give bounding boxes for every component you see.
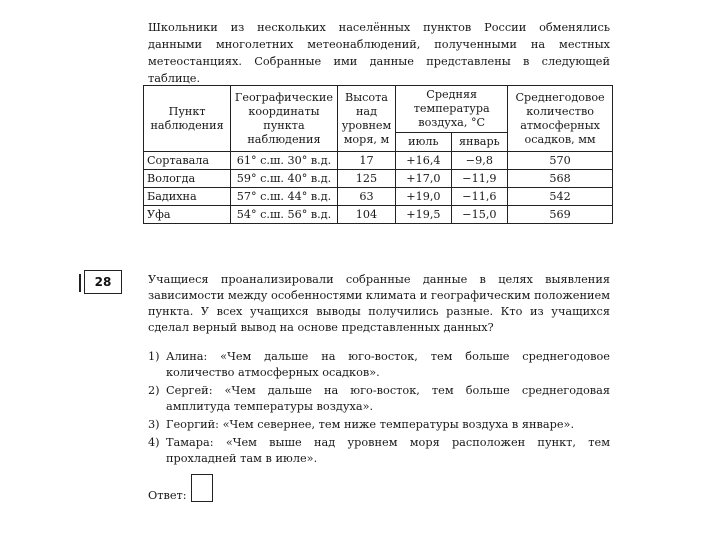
cell-point: Сортавала (144, 152, 231, 170)
task-number-badge: 28 (84, 270, 122, 294)
cell-precipitation: 568 (508, 170, 613, 188)
table-row (144, 188, 613, 206)
header-point: Пункт наблюдения (144, 86, 231, 152)
cell-coords: 61° с.ш. 30° в.д. (231, 152, 338, 170)
cell-point: Уфа (144, 206, 231, 224)
cell-january: −15,0 (451, 206, 508, 224)
cell-coords: 59° с.ш. 40° в.д. (231, 170, 338, 188)
option-item (148, 417, 610, 433)
cell-july: +16,4 (396, 152, 451, 170)
option-text: Тамара: «Чем выше над уровнем моря расположен пункт, тем прохладней там в июле». (166, 436, 610, 465)
header-january: январь (451, 133, 508, 152)
cell-january: −11,9 (451, 170, 508, 188)
header-altitude: Высота над уровнем моря, м (337, 86, 395, 152)
option-item (148, 383, 610, 415)
weather-data-table (143, 85, 613, 224)
cell-precipitation: 542 (508, 188, 613, 206)
option-number: 2) (148, 384, 160, 397)
option-text: Сергей: «Чем дальше на юго-восток, тем больше среднегодовая амплитуда температуры воздуха». (166, 384, 610, 413)
cell-coords: 57° с.ш. 44° в.д. (231, 188, 338, 206)
header-temperature: Средняя температура воздуха, °С (396, 86, 508, 133)
header-precipitation: Среднегодовое количество атмосферных осадков, мм (508, 86, 613, 152)
answer-label: Ответ: (148, 489, 187, 502)
header-july: июль (396, 133, 451, 152)
cell-coords: 54° с.ш. 56° в.д. (231, 206, 338, 224)
cell-altitude: 104 (337, 206, 395, 224)
header-coords: Географические координаты пункта наблюдения (231, 86, 338, 152)
cell-precipitation: 569 (508, 206, 613, 224)
answer-section (148, 474, 213, 502)
cell-july: +19,0 (396, 188, 451, 206)
option-text: Алина: «Чем дальше на юго-восток, тем больше среднегодовое количество атмосферных осадков». (166, 350, 610, 379)
answer-options-list (148, 349, 610, 469)
cell-altitude: 63 (337, 188, 395, 206)
cell-point: Вологда (144, 170, 231, 188)
option-number: 3) (148, 418, 160, 431)
intro-paragraph: Школьники из нескольких населённых пунктов России обменялись данными многолетних метеонаблюдений, полученными на местных метеостанциях. Собранные ими данные представлены в следующей таблице. (148, 21, 610, 85)
answer-box[interactable] (191, 474, 213, 502)
cell-july: +17,0 (396, 170, 451, 188)
option-number: 1) (148, 350, 160, 363)
table-row (144, 170, 613, 188)
cell-january: −11,6 (451, 188, 508, 206)
cell-january: −9,8 (451, 152, 508, 170)
option-item (148, 349, 610, 381)
cell-altitude: 17 (337, 152, 395, 170)
cell-point: Бадихна (144, 188, 231, 206)
option-text: Георгий: «Чем севернее, тем ниже температуры воздуха в январе». (166, 418, 575, 431)
cell-altitude: 125 (337, 170, 395, 188)
option-item (148, 435, 610, 467)
table-row (144, 152, 613, 170)
cell-precipitation: 570 (508, 152, 613, 170)
table-row (144, 206, 613, 224)
question-text: Учащиеся проанализировали собранные данные в целях выявления зависимости между особенностями климата и географическим положением пункта. У всех учащихся выводы получились разные. Кто из учащихся сделал верный вывод на основе представленных данных? (148, 273, 610, 334)
cell-july: +19,5 (396, 206, 451, 224)
option-number: 4) (148, 436, 160, 449)
